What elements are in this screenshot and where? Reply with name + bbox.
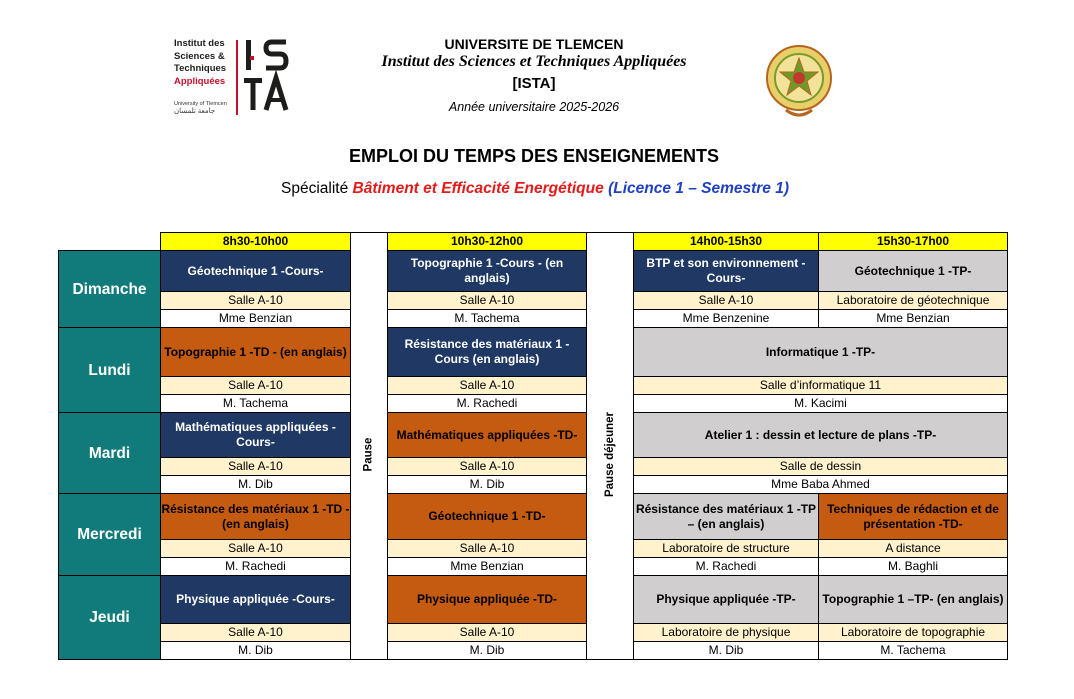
- course-cell: Géotechnique 1 -TP-: [818, 250, 1008, 292]
- course-cell: Résistance des matériaux 1 -TD - (en anglais): [160, 493, 351, 540]
- course-cell: Atelier 1 : dessin et lecture de plans -TP-: [633, 412, 1008, 458]
- time-slot-2: 10h30-12h00: [387, 232, 587, 251]
- university-name: UNIVERSITE DE TLEMCEN: [444, 36, 624, 52]
- room-cell: Salle de dessin: [633, 457, 1008, 476]
- teacher-cell: M. Rachedi: [633, 557, 819, 576]
- logo-line: Sciences &: [174, 50, 225, 62]
- room-cell: Salle A-10: [387, 457, 587, 476]
- lunch-header: [586, 232, 634, 251]
- teacher-cell: M. Dib: [633, 641, 819, 660]
- room-cell: Laboratoire de structure: [633, 539, 819, 558]
- room-cell: Salle A-10: [387, 376, 587, 395]
- institute-name: Institut des Sciences et Techniques Appliquées: [381, 53, 687, 70]
- room-cell: Laboratoire de géotechnique: [818, 291, 1008, 310]
- teacher-cell: Mme Benzian: [818, 309, 1008, 328]
- teacher-cell: Mme Baba Ahmed: [633, 475, 1008, 494]
- course-cell: Physique appliquée -TD-: [387, 575, 587, 624]
- course-cell: Topographie 1 -Cours - (en anglais): [387, 250, 587, 292]
- course-cell: Topographie 1 –TP- (en anglais): [818, 575, 1008, 624]
- lunch-pause-label: Pause déjeuner: [603, 411, 616, 498]
- teacher-cell: M. Rachedi: [160, 557, 351, 576]
- speciality-prefix: Spécialité: [280, 180, 349, 197]
- speciality-level: Licence 1 – Semestre 1: [613, 180, 784, 197]
- teacher-cell: Mme Benzenine: [633, 309, 819, 328]
- logo-university: University of Tlemcen: [174, 101, 227, 107]
- teacher-cell: M. Baghli: [818, 557, 1008, 576]
- ista-logo-icon: [244, 36, 294, 116]
- pause-header: [350, 232, 388, 251]
- page-title: EMPLOI DU TEMPS DES ENSEIGNEMENTS: [348, 146, 720, 166]
- day-jeudi: Jeudi: [58, 575, 161, 660]
- course-cell: Physique appliquée -TP-: [633, 575, 819, 624]
- logo-divider: [236, 40, 238, 115]
- speciality-name: Bâtiment et Efficacité Energétique: [352, 180, 604, 197]
- course-cell: BTP et son environnement -Cours-: [633, 250, 819, 292]
- room-cell: Salle A-10: [160, 539, 351, 558]
- day-mardi: Mardi: [58, 412, 161, 494]
- room-cell: Laboratoire de topographie: [818, 623, 1008, 642]
- day-lundi: Lundi: [58, 327, 161, 413]
- institute-acronym: [ISTA]: [512, 75, 556, 92]
- logo-line: Appliquées: [174, 75, 226, 87]
- logo-line: Institut des: [174, 38, 225, 49]
- teacher-cell: M. Tachema: [818, 641, 1008, 660]
- course-cell: Topographie 1 -TD - (en anglais): [160, 327, 351, 377]
- time-slot-3: 14h00-15h30: [633, 232, 819, 251]
- teacher-cell: M. Dib: [387, 475, 587, 494]
- room-cell: Salle A-10: [633, 291, 819, 310]
- time-slot-1: 8h30-10h00: [160, 232, 351, 251]
- lunch-pause-column: [586, 250, 634, 660]
- teacher-cell: M. Tachema: [387, 309, 587, 328]
- teacher-cell: M. Dib: [160, 641, 351, 660]
- room-cell: Salle d’informatique 11: [633, 376, 1008, 395]
- room-cell: Salle A-10: [160, 457, 351, 476]
- pause-label: Pause: [362, 437, 375, 472]
- academic-year: Année universitaire 2025-2026: [448, 100, 620, 114]
- course-cell: Physique appliquée -Cours-: [160, 575, 351, 624]
- course-cell: Techniques de rédaction et de présentation -TD-: [818, 493, 1008, 540]
- speciality-line: [180, 180, 890, 198]
- room-cell: Salle A-10: [160, 376, 351, 395]
- room-cell: A distance: [818, 539, 1008, 558]
- course-cell: Informatique 1 -TP-: [633, 327, 1008, 377]
- teacher-cell: M. Rachedi: [387, 394, 587, 413]
- teacher-cell: M. Tachema: [160, 394, 351, 413]
- speciality-paren-close: ): [783, 180, 790, 197]
- time-slot-4: 15h30-17h00: [818, 232, 1008, 251]
- room-cell: Salle A-10: [387, 539, 587, 558]
- course-cell: Résistance des matériaux 1 -Cours (en anglais): [387, 327, 587, 377]
- course-cell: Géotechnique 1 -Cours-: [160, 250, 351, 292]
- day-dimanche: Dimanche: [58, 250, 161, 328]
- course-cell: Mathématiques appliquées -TD-: [387, 412, 587, 458]
- room-cell: Salle A-10: [160, 291, 351, 310]
- logo-subtitle: [174, 101, 234, 115]
- room-cell: Salle A-10: [160, 623, 351, 642]
- teacher-cell: Mme Benzian: [160, 309, 351, 328]
- university-seal-icon: [764, 42, 834, 120]
- logo-line: Techniques: [174, 63, 227, 74]
- logo-arabic: جامعة تلمسان: [174, 108, 216, 115]
- course-cell: Mathématiques appliquées -Cours-: [160, 412, 351, 458]
- ista-logo-text: [174, 38, 232, 88]
- room-cell: Laboratoire de physique: [633, 623, 819, 642]
- course-cell: Géotechnique 1 -TD-: [387, 493, 587, 540]
- room-cell: Salle A-10: [387, 291, 587, 310]
- teacher-cell: Mme Benzian: [387, 557, 587, 576]
- speciality-paren-open: (: [608, 180, 614, 197]
- room-cell: Salle A-10: [387, 623, 587, 642]
- pause-column: [350, 250, 388, 660]
- teacher-cell: M. Dib: [160, 475, 351, 494]
- day-mercredi: Mercredi: [58, 493, 161, 576]
- course-cell: Résistance des matériaux 1 -TP – (en anglais): [633, 493, 819, 540]
- teacher-cell: M. Kacimi: [633, 394, 1008, 413]
- teacher-cell: M. Dib: [387, 641, 587, 660]
